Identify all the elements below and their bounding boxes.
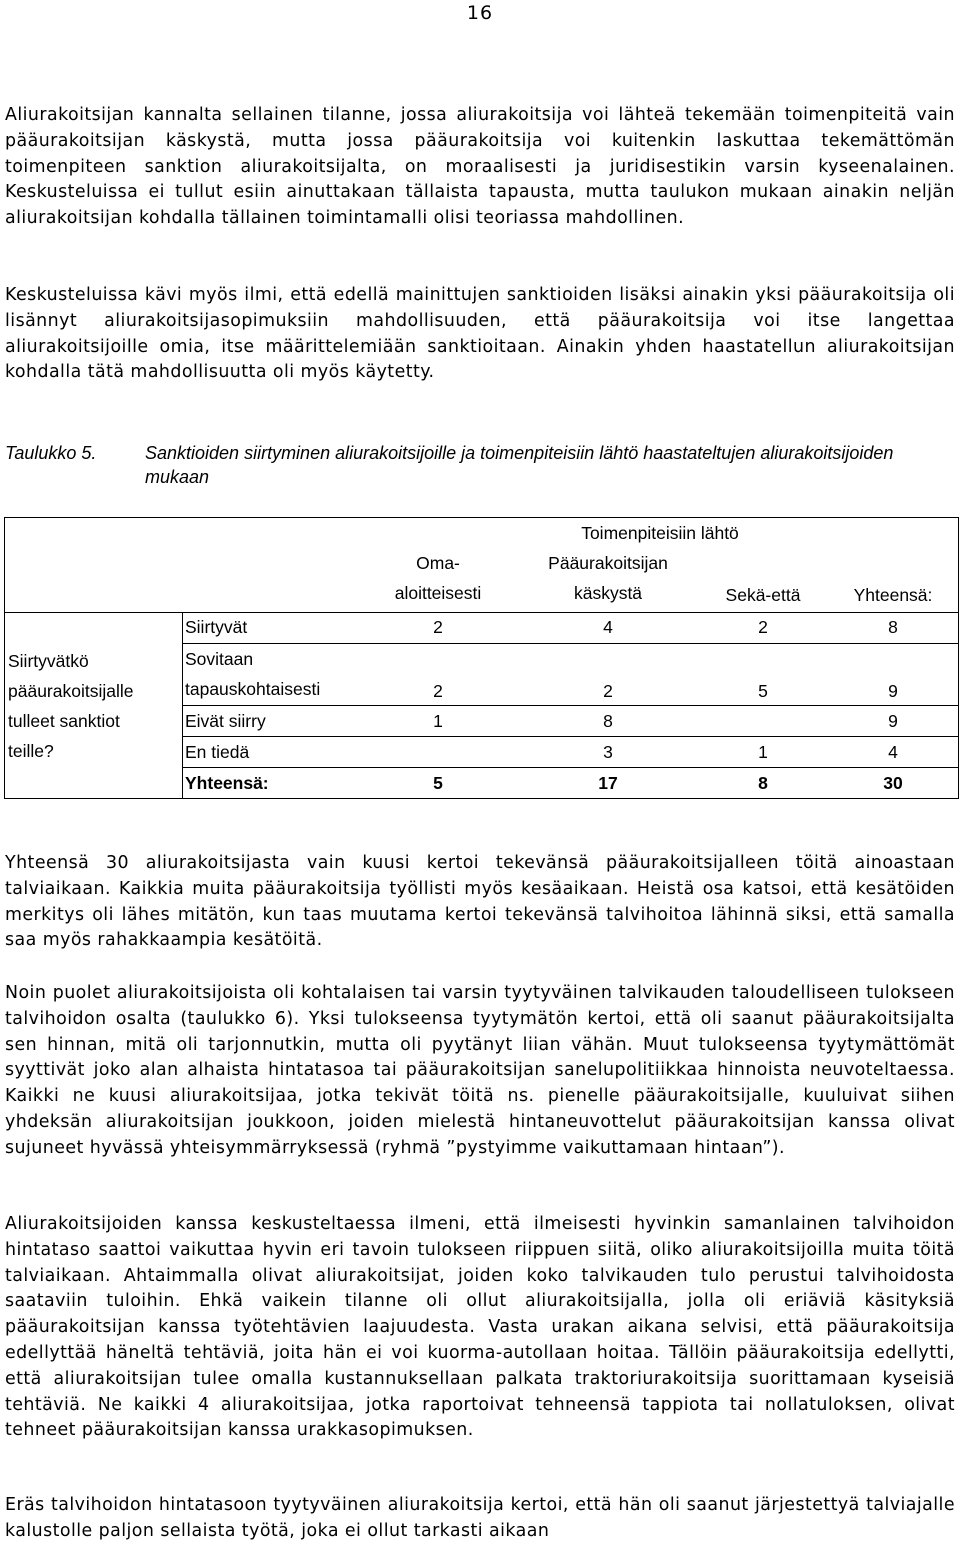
cell-siirtyvat-oma: 2 (433, 617, 443, 637)
cell-eivat-total: 9 (888, 711, 898, 731)
paragraph-2: Keskusteluissa kävi myös ilmi, että edellä mainittujen sanktioiden lisäksi ainakin yksi pääurakoitsija oli lisännyt aliurakoitsijasopimuksiin mahdollisuuden, että pääurakoitsija voi itse langettaa aliurakoitsijoille omia, itse määrittelemiään sanktioitaan. Ainakin yhden haastatellun aliurakoitsijan kohdalla tätä mahdollisuutta oli myös käytetty. (5, 285, 955, 383)
cell-total-oma: 5 (433, 773, 443, 793)
row-label-en-tieda: En tiedä (185, 742, 250, 762)
row-group-label-line1: Siirtyvätkö (8, 651, 89, 671)
row-rule-1 (182, 643, 958, 644)
cell-eivat-paa: 8 (603, 711, 613, 731)
cell-total-seka: 8 (758, 773, 768, 793)
cell-total-total: 30 (883, 773, 903, 793)
paragraph-1: Aliurakoitsijan kannalta sellainen tilanne, jossa aliurakoitsija voi lähteä tekemään toimenpiteitä vain pääurakoitsijan käskystä, mutta jossa pääurakoitsija voi kuitenkin laskuttaa tekemättömän toimenpiteen sanktion aliurakoitsijalta, on moraalisesti ja juridisestikin varsin kyseenalainen. Keskusteluissa ei tullut esiin ainuttakaan tällaista tapausta, mutta taulukon mukaan ainakin neljän aliurakoitsijan kohdalla tällainen toimintamalli olisi teoriassa mahdollinen. (5, 105, 955, 229)
row-group-label-line3: tulleet sanktiot (8, 711, 120, 731)
cell-siirtyvat-total: 8 (888, 617, 898, 637)
row-rule-3 (182, 736, 958, 737)
cell-en-tieda-seka: 1 (758, 742, 768, 762)
group-header: Toimenpiteisiin lähtö (581, 523, 739, 543)
cell-en-tieda-paa: 3 (603, 742, 613, 762)
row-rule-2 (182, 705, 958, 706)
cell-sovitaan-oma: 2 (433, 681, 443, 701)
col-header-seka: Sekä-että (725, 585, 801, 605)
cell-eivat-oma: 1 (433, 711, 443, 731)
row-group-label-line4: teille? (8, 741, 54, 761)
cell-sovitaan-total: 9 (888, 681, 898, 701)
row-label-total: Yhteensä: (185, 773, 269, 793)
col-header-paa-line2: käskystä (573, 583, 643, 603)
paragraph-4: Noin puolet aliurakoitsijoista oli kohtalaisen tai varsin tyytyväinen talvikauden taloudelliseen tulokseen talvihoidon osalta (taulukko 6). Yksi tulokseensa tyytymätön kertoi, että oli saanut pääurakoitsijalta sen hinnan, mitä oli tarjonnutkin, mutta oli pyytänyt liian vähän. Muut tulokseensa tyytymättömät syyttivät joko alan alhaista hintatasoa tai pääurakoitsijan sanelupolitiikkaa hinnoista neuvoteltaessa. Kaikki ne kuusi aliurakoitsijaa, jotka tekivät töitä ns. pienelle pääurakoitsijalle, kuuluivat siihen yhdeksän aliurakoitsijan joukkoon, joiden mielestä hintaneuvottelut pääurakoitsijan kanssa olivat sujuneet hyvässä yhteisymmärryksessä (ryhmä ”pystyimme vaikuttamaan hintaan”). (5, 983, 955, 1158)
cell-siirtyvat-seka: 2 (758, 617, 768, 637)
col-header-paa-line1: Pääurakoitsijan (548, 553, 668, 573)
sanctions-table (4, 517, 959, 799)
cell-en-tieda-total: 4 (888, 742, 898, 762)
col-header-total: Yhteensä: (853, 585, 933, 605)
col-header-oma-line2: aloitteisesti (394, 583, 482, 603)
cell-siirtyvat-paa: 4 (603, 617, 613, 637)
col-header-oma-line1: Oma- (416, 553, 460, 573)
header-rule (5, 612, 958, 613)
cell-sovitaan-paa: 2 (603, 681, 613, 701)
page-number: 16 (466, 2, 494, 24)
cell-total-paa: 17 (598, 773, 618, 793)
row-group-label-line2: pääurakoitsijalle (8, 681, 134, 701)
paragraph-3: Yhteensä 30 aliurakoitsijasta vain kuusi kertoi tekevänsä pääurakoitsijalleen töitä ainoastaan talviaikaan. Kaikkia muita pääurakoitsija työllisti myös kesäaikaan. Heistä osa katsoi, että kesätöiden merkitys oli lähes mitätön, kun taas muutama kertoi tekevänsä talvihoitoa lähinnä siksi, että samalla saa myös rahakkaampia kesätöitä. (5, 853, 955, 951)
table-caption-title: Sanktioiden siirtyminen aliurakoitsijoille ja toimenpiteisiin lähtö haastateltujen aliurakoitsijoiden mukaan (145, 443, 894, 487)
row-label-sovitaan-line2: tapauskohtaisesti (185, 679, 321, 699)
cell-sovitaan-seka: 5 (758, 681, 768, 701)
row-label-eivat-siirry: Eivät siirry (185, 711, 266, 731)
paragraph-6: Eräs talvihoidon hintatasoon tyytyväinen aliurakoitsija kertoi, että hän oli saanut järjestettyä talviajalle kalustolle paljon sellaista työtä, joka ei ollut tarkasti aikaan (5, 1495, 955, 1541)
table-caption-number: Taulukko 5. (5, 443, 97, 463)
row-label-siirtyvat: Siirtyvät (185, 617, 248, 637)
row-rule-4 (182, 767, 958, 768)
row-label-sovitaan-line1: Sovitaan (185, 649, 254, 669)
paragraph-5: Aliurakoitsijoiden kanssa keskusteltaessa ilmeni, että ilmeisesti hyvinkin samanlainen talvihoidon hintataso saattoi vaikuttaa hyvin eri tavoin tulokseen riippuen siitä, oliko aliurakoitsijoilla muita töitä talviaikaan. Ahtaimmalla olivat aliurakoitsijat, joiden koko talvikauden tulo perustui talvihoidosta saataviin tuloihin. Ehkä vaikein tilanne oli ollut aliurakoitsijalla, jolla oli eriäviä käsityksiä pääurakoitsijan kanssa työtehtävien laajuudesta. Vasta urakan aikana selvisi, että pääurakoitsija edellyttää häneltä tehtäviä, joita hän ei voi kuorma-autollaan hoitaa. Tällöin pääurakoitsija edellytti, että aliurakoitsijan tulee omalla kustannuksellaan palkata traktoriurakoitsija suorittamaan kyseisiä tehtäviä. Ne kaikki 4 aliurakoitsijaa, jotka raportoivat tehneensä tappiota tai nollatuloksen, olivat tehneet pääurakoitsijan kanssa urakkasopimuksen. (5, 1214, 955, 1441)
